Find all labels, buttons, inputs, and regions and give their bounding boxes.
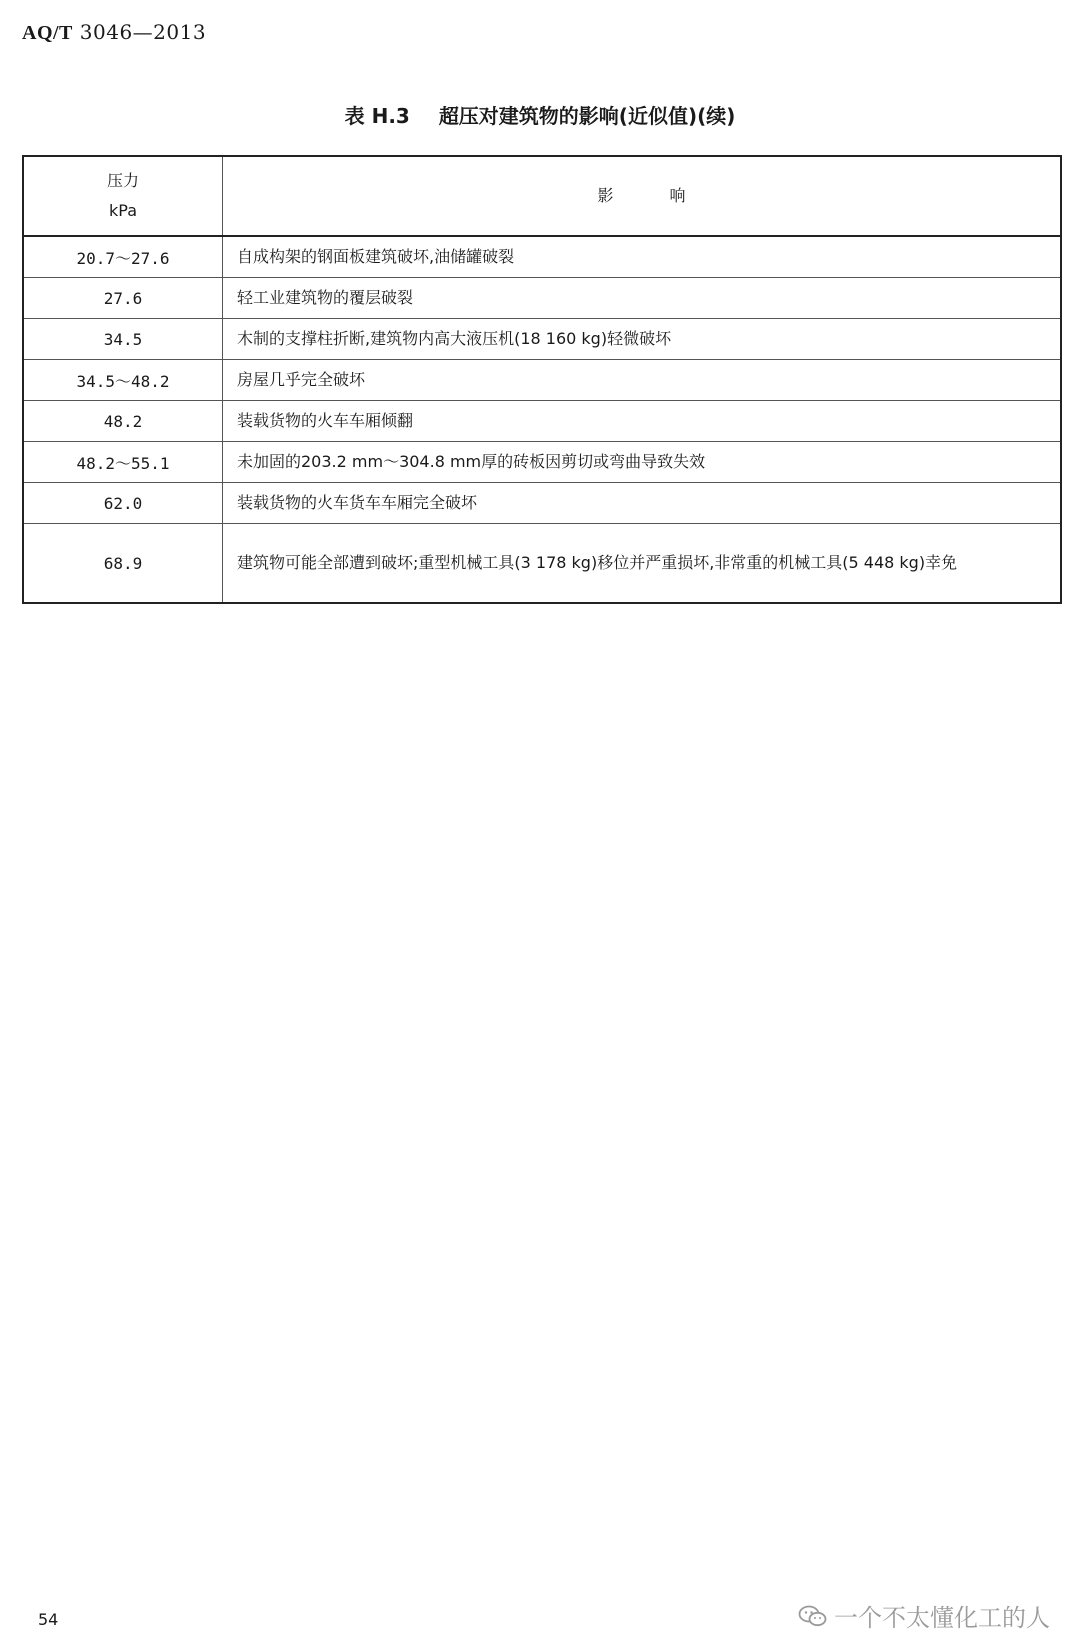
effect-cell: 房屋几乎完全破坏 (223, 360, 1062, 401)
effect-cell: 未加固的203.2 mm～304.8 mm厚的砖板因剪切或弯曲导致失效 (223, 442, 1062, 483)
pressure-cell: 27.6 (23, 278, 223, 319)
effect-cell: 木制的支撑柱折断,建筑物内高大液压机(18 160 kg)轻微破坏 (223, 319, 1062, 360)
header-effect-label: 影响 (597, 186, 742, 205)
standard-code (22, 20, 206, 45)
pressure-cell: 48.2 (23, 401, 223, 442)
table-row (23, 442, 1061, 483)
effect-cell: 自成构架的钢面板建筑破坏,油储罐破裂 (223, 236, 1062, 278)
table-row (23, 401, 1061, 442)
wechat-icon (798, 1604, 828, 1628)
table-row (23, 524, 1061, 604)
pressure-cell: 34.5～48.2 (23, 360, 223, 401)
effect-cell: 装载货物的火车车厢倾翻 (223, 401, 1062, 442)
table-row (23, 278, 1061, 319)
watermark (798, 1598, 1050, 1633)
table-row (23, 236, 1061, 278)
standard-number: 3046—2013 (79, 20, 207, 44)
table-row (23, 319, 1061, 360)
header-effect (223, 156, 1062, 236)
pressure-cell: 34.5 (23, 319, 223, 360)
page-number: 54 (38, 1610, 59, 1629)
pressure-cell: 68.9 (23, 524, 223, 604)
overpressure-table (22, 155, 1062, 604)
pressure-cell: 62.0 (23, 483, 223, 524)
table-caption: 超压对建筑物的影响(近似值)(续) (438, 104, 736, 128)
table-title (0, 100, 1080, 129)
standard-prefix: AQ/T (22, 22, 73, 44)
pressure-cell: 48.2～55.1 (23, 442, 223, 483)
pressure-cell: 20.7～27.6 (23, 236, 223, 278)
header-pressure-label: 压力 (106, 171, 139, 190)
table-row (23, 360, 1061, 401)
effect-cell: 建筑物可能全部遭到破坏;重型机械工具(3 178 kg)移位并严重损坏,非常重的机械工具(5 448 kg)幸免 (223, 524, 1062, 604)
watermark-text: 一个不太懂化工的人 (834, 1604, 1050, 1632)
header-pressure-unit: kPa (109, 201, 137, 220)
header-pressure (23, 156, 223, 236)
table-header-row (23, 156, 1061, 236)
effect-cell: 轻工业建筑物的覆层破裂 (223, 278, 1062, 319)
table-number: 表 H.3 (344, 104, 410, 128)
effect-cell: 装载货物的火车货车车厢完全破坏 (223, 483, 1062, 524)
table-row (23, 483, 1061, 524)
